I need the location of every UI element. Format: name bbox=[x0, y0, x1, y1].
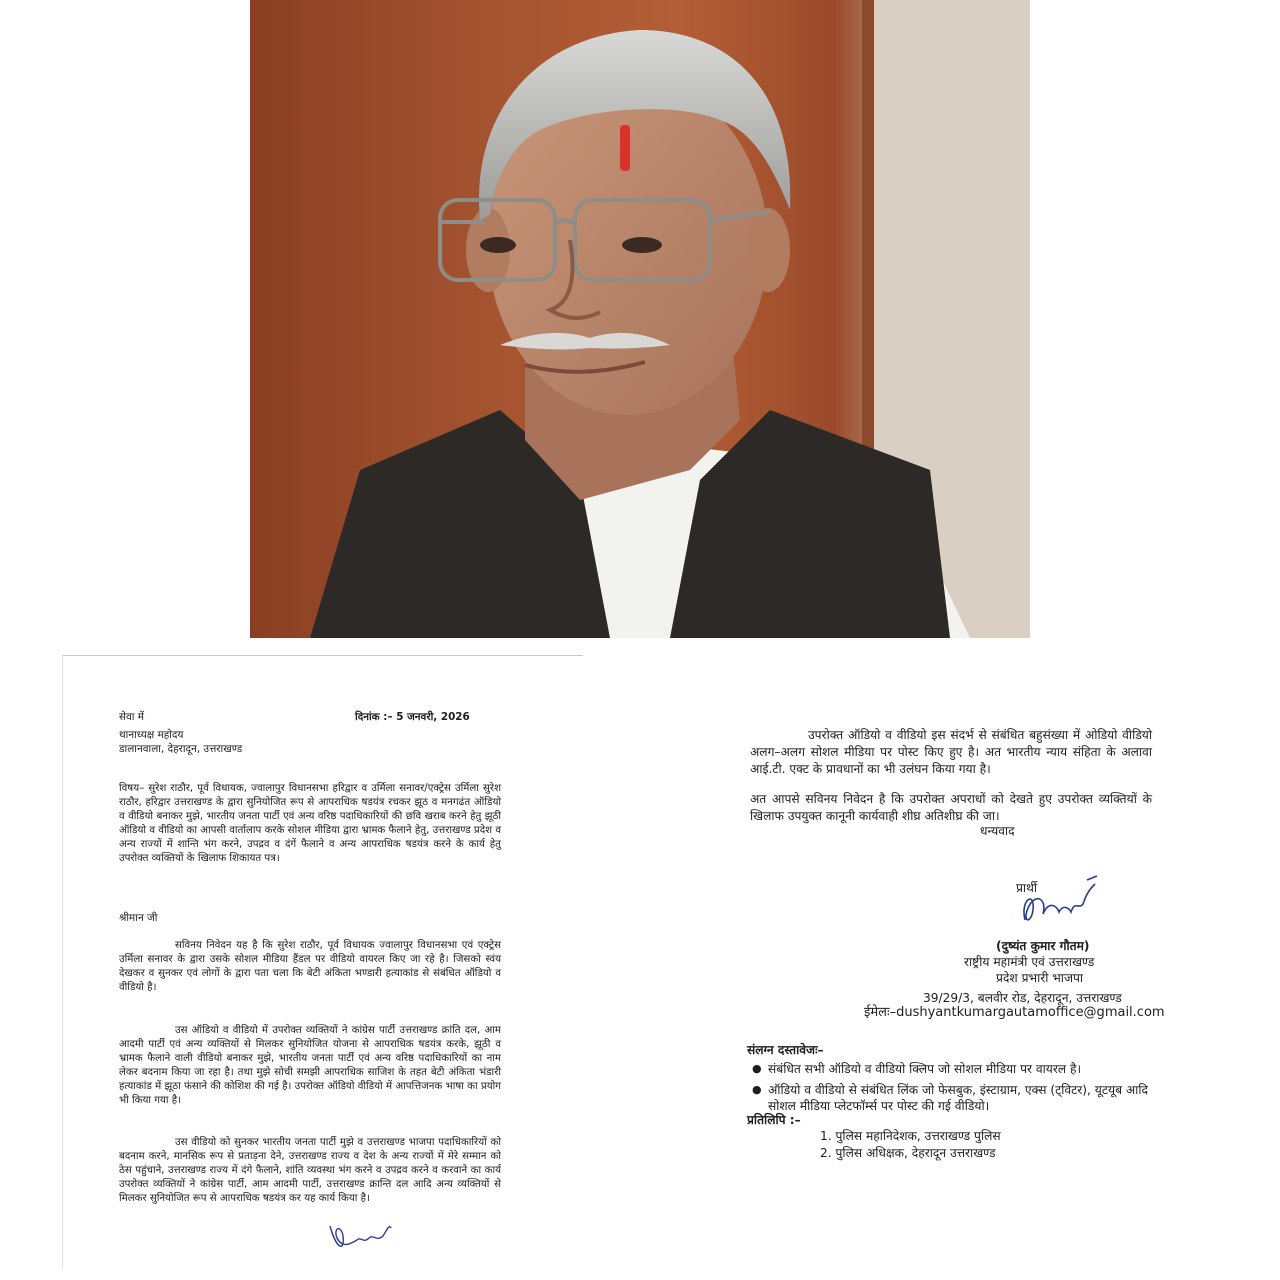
signer-name: (दुष्यंत कुमार गौतम) bbox=[996, 939, 1090, 953]
copy-heading: प्रतिलिपि :– bbox=[747, 1113, 801, 1127]
letter-para-2: उस ऑडियो व वीडियो में उपरोक्त व्यक्तियों ने कांग्रेस पार्टी उत्तराखण्ड क्रांति दल, आम आदमी पार्टी एवं अन्य व्यक्तियों से मिलकर सुनियोजित योजना से आपराधिक षडयंत्र करके, झूठी व भ्रामक फैलाने वाली वीडियो बनाकर मुझे, भारतीय जनता पार्टी एवं अन्य वरिष्ठ पदाधिकारियों का नाम लेकर बदनाम किया जा रहा है। तथा मुझे सोची समझी आपराधिक साजिश के तहत बेटी अंकिता भंडारी हत्याकांड में झूठा फंसाने की कोशिश की गई है। उपरोक्त ऑडियो वीडियो में आपत्तिजनक भाषा का प्रयोग भी किया गया है। bbox=[119, 1025, 501, 1106]
signature-small bbox=[325, 1216, 395, 1256]
letter-date: दिनांक :– 5 जनवरी, 2026 bbox=[355, 711, 470, 723]
thanks: धन्यवाद bbox=[980, 824, 1015, 838]
designation-2: प्रदेश प्रभारी भाजपा bbox=[996, 971, 1084, 985]
designation-1: राष्ट्रीय महामंत्री एवं उत्तराखण्ड bbox=[964, 955, 1095, 969]
letter-subject: विषय– सुरेश राठौर, पूर्व विधायक, ज्वालापुर विधानसभा हरिद्वार व उर्मिला सनावर/एक्ट्रेस उर्मिला सुरेश राठौर, हरिद्वार उत्तराखण्ड के द्वारा सुनियोजित रूप से आपराधिक षडयंत्र रचकर झूठ व मनगढंत ऑडियो व वीडियो बनाकर मुझे, भारतीय जनता पार्टी एवं अन्य वरिष्ठ पदाधिकारियों की छवि खराब करने हेतु झूठी ऑडियो व वीडियो का आपसी वार्तालाप करके सोशल मीडिया द्वारा भ्रामक फैलाने हेतु, उत्तराखण्ड प्रदेश व अन्य राज्यों में शान्ति भंग करने, उपद्रव व दंगें फैलाने व अन्य आपराधिक षडयंत्र करने के कार्य हेतु उपरोक्त व्यक्तियों के खिलाफ शिकायत पत्र। bbox=[119, 783, 501, 864]
copy-item-1: 1. पुलिस महानिदेशक, उत्तराखण्ड पुलिस bbox=[820, 1129, 1001, 1143]
attachments-heading: संलग्न दस्तावेजः– bbox=[747, 1043, 824, 1057]
address: 39/29/3, बलवीर रोड, देहरादून, उत्तराखण्ड bbox=[923, 991, 1122, 1005]
letter-page-left bbox=[62, 655, 583, 1268]
attachments-list bbox=[752, 1061, 1154, 1115]
portrait-photo bbox=[250, 0, 1030, 638]
copy-item-2: 2. पुलिस अधिक्षक, देहरादून उत्तराखण्ड bbox=[820, 1146, 996, 1160]
tilak bbox=[620, 125, 630, 171]
attachment-item: ● ऑडियो व वीडियो से संबंधित लिंक जो फेसबुक, इंस्टाग्राम, एक्स (ट्विटर), यूटयूब आदि सोशल मीडिया प्लेटफॉर्म्स पर पोस्ट की गई वीडियो। bbox=[752, 1082, 1154, 1115]
letter-para-1: सविनय निवेदन यह है कि सुरेश राठौर, पूर्व विधायक ज्वालापुर विधानसभा एवं एक्ट्रेस उर्मिला सनावर के द्वारा उसके सोशल मीडिया हैंडल पर वीडियो वायरल किए जा रहे है। जिसको स्वंय देखकर व सुनकर एवं लोगों के द्वारा पता चला कि बेटी अंकिता भण्डारी हत्याकांड से संबंधित ऑडियो व वीडियो है। bbox=[119, 940, 501, 993]
attachment-item: ● संबंधित सभी ऑडियो व वीडियो क्लिप जो सोशल मीडिया पर वायरल है। bbox=[752, 1061, 1154, 1078]
left-eye bbox=[480, 237, 516, 253]
applicant-label: प्रार्थी bbox=[1016, 881, 1038, 895]
email: ईमेलः–dushyantkumargautamoffice@gmail.com bbox=[864, 1005, 1165, 1020]
seva-mein: सेवा में bbox=[119, 711, 145, 723]
salutation: श्रीमान जी bbox=[119, 912, 158, 924]
right-para-2: अत आपसे सविनय निवेदन है कि उपरोक्त अपराधों को देखते हुए उपरोक्त व्यक्तियों के खिलाफ उपयुक्त कानूनी कार्यवाही शीघ्र अतिशीघ्र की जा। bbox=[750, 792, 1152, 823]
portrait-illustration bbox=[250, 0, 1030, 638]
signature-large bbox=[1015, 870, 1105, 930]
addressee-place: डालानवाला, देहरादून, उत्तराखण्ड bbox=[119, 743, 243, 755]
right-eye bbox=[622, 237, 662, 253]
right-ear bbox=[746, 208, 790, 292]
letter-page-right bbox=[700, 655, 1220, 1267]
right-para-1: उपरोक्त ऑडियो व वीडियो इस संदर्भ से संबंधित बहुसंख्या में ओडियो वीडियो अलग–अलग सोशल मीडिया पर पोस्ट किए हुए है। अत भारतीय न्याय संहिता के अलावा आई.टी. एक्ट के प्रावधानों का भी उलंघन किया गया है। bbox=[750, 728, 1152, 776]
letter-para-3: उस वीडियो को सुनकर भारतीय जनता पार्टी मुझे व उत्तराखण्ड भाजपा पदाधिकारियों को बदनाम करने, मानसिक रूप से प्रताड़ना देने, उत्तराखण्ड राज्य व देश के अन्य राज्यों में मेरे सम्मान को ठेस पहुंचाने, उत्तराखण्ड राज्य में दंगे फैलाने, शांति व्यवस्था भंग करने व उपद्रव करने व करवाने का कार्य उपरोक्त व्यक्तियों ने कांग्रेस पार्टी, आम आदमी पार्टी, उत्तराखण्ड क्रान्ति दल आदि अन्य व्यक्तियों से मिलकर सुनियोजित रूप से आपराधिक षडयंत्र कर यह कार्य किया है। bbox=[119, 1137, 501, 1204]
addressee: थानाध्यक्ष महोदय bbox=[119, 729, 184, 741]
